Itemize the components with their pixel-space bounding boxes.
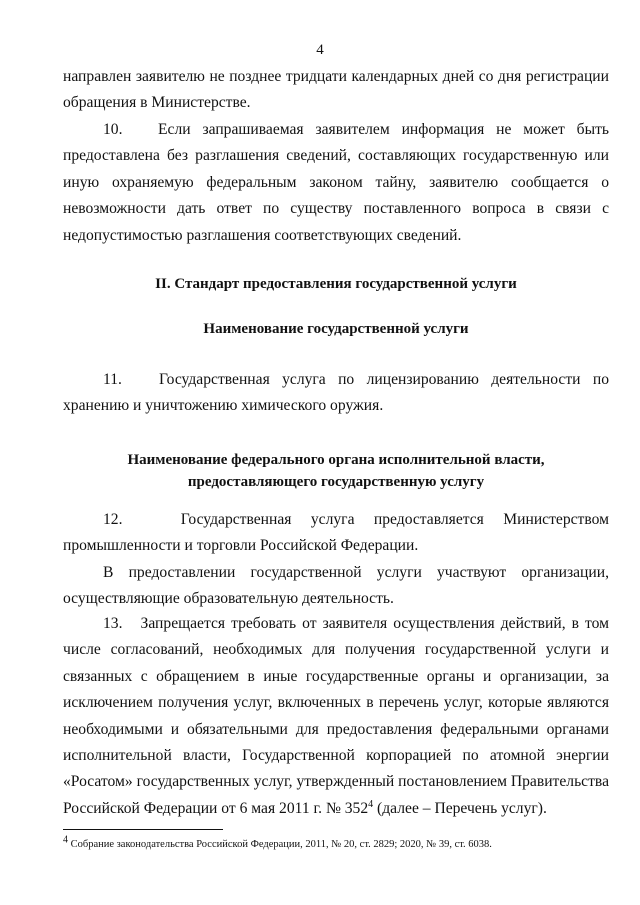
section-heading bbox=[63, 273, 609, 295]
subheading-authority bbox=[63, 449, 609, 493]
paragraph-12 bbox=[63, 507, 609, 613]
footnote-reference: 4 bbox=[368, 798, 374, 810]
subheading-line: предоставляющего государственную услугу bbox=[187, 474, 485, 490]
subheading-line: Наименование федерального органа исполнительной власти, bbox=[127, 452, 545, 468]
subheading-text: Наименование государственной услуги bbox=[203, 321, 469, 337]
footnote-mark: 4 bbox=[63, 834, 68, 846]
paragraph-text: 12. Государственная услуга предоставляется Министерством промышленности и торговли Российской Федерации. bbox=[63, 511, 609, 555]
paragraph-13-body: 13. Запрещается требовать от заявителя осуществления действий, в том числе согласований, необходимых для получения государственной услуги и связанных с обращением в иные государственные органы и организации, за исключением получения услуг, включенных в перечень услуг, которые являются необходимыми и обязательными для предоставления федеральными органами исполнительной власти, Государственной корпорацией по атомной энергии «Росатом» государственных услуг, утвержденный постановлением Правительства Российской Федерации от 6 мая 2011 г. № 352 bbox=[63, 615, 609, 817]
footnote bbox=[63, 834, 609, 852]
paragraph-13-end: (далее – Перечень услуг). bbox=[373, 799, 547, 817]
footnote-separator bbox=[63, 829, 223, 830]
paragraph-text bbox=[63, 611, 609, 822]
footnote-text: Собрание законодательства Российской Федерации, 2011, № 20, ст. 2829; 2020, № 39, ст. 6038. bbox=[68, 839, 492, 850]
paragraph-11 bbox=[63, 367, 609, 420]
paragraph-text: направлен заявителю не позднее тридцати календарных дней со дня регистрации обращения в Министерстве. bbox=[63, 68, 609, 112]
section-heading-text: II. Стандарт предоставления государственной услуги bbox=[155, 276, 517, 292]
paragraph-text: 11. Государственная услуга по лицензированию деятельности по хранению и уничтожению химического оружия. bbox=[63, 371, 609, 415]
paragraph-text: 10. Если запрашиваемая заявителем информация не может быть предоставлена без разглашения сведений, составляющих государственную или иную охраняемую федеральным законом тайну, заявителю сообщается о невозможности дать ответ по существу поставленного вопроса в связи с недопустимостью разглашения соответствующих сведений. bbox=[63, 121, 609, 244]
paragraph-10 bbox=[63, 117, 609, 249]
paragraph-13 bbox=[63, 611, 609, 822]
paragraph-continuation bbox=[63, 64, 609, 117]
paragraph-text: В предоставлении государственной услуги участвуют организации, осуществляющие образовательную деятельность. bbox=[63, 563, 609, 608]
page-number: 4 bbox=[316, 42, 324, 58]
subheading-service-name bbox=[63, 318, 609, 340]
